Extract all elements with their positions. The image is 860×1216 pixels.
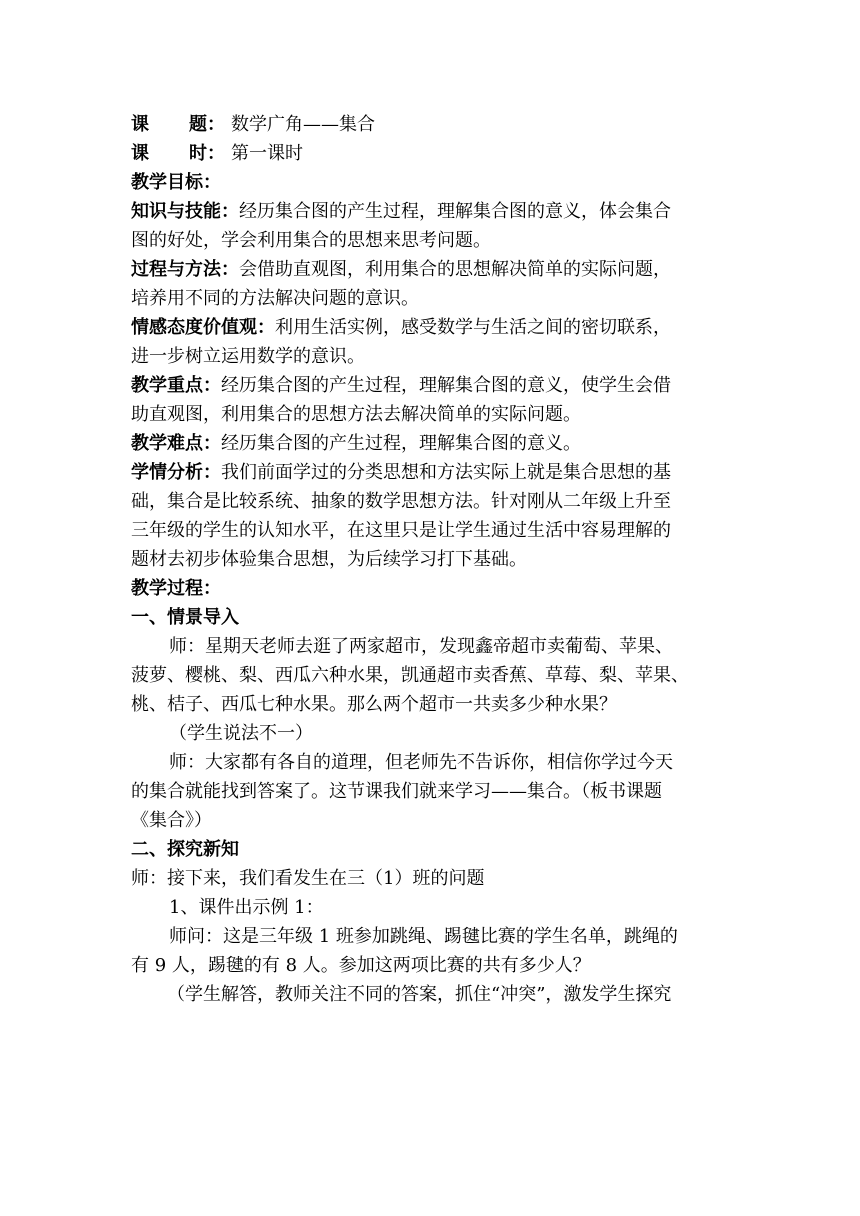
s2-paragraph3-line2: 有 9 人，踢毽的有 8 人。参加这两项比赛的共有多少人？	[131, 955, 591, 976]
topic-label-char1: 课	[131, 114, 149, 135]
analysis-line-4: 题材去初步体验集合思想，为后续学习打下基础。	[131, 549, 527, 570]
topic-value: 数学广角——集合	[231, 114, 375, 135]
process-heading: 教学过程：	[131, 578, 221, 599]
process-text-1: 会借助直观图，利用集合的思想解决简单的实际问题，	[239, 259, 671, 280]
analysis-text-1: 我们前面学过的分类思想和方法实际上就是集合思想的基	[221, 462, 671, 483]
knowledge-line-2: 图的好处，学会利用集合的思想来思考问题。	[131, 230, 491, 251]
knowledge-label: 知识与技能：	[131, 201, 239, 222]
objectives-heading: 教学目标：	[131, 172, 221, 193]
difficulty-text: 经历集合图的产生过程，理解集合图的意义。	[221, 433, 581, 454]
process-line-1	[131, 255, 731, 284]
analysis-line-2: 础，集合是比较系统、抽象的数学思想方法。针对刚从二年级上升至	[131, 491, 671, 512]
s1-paragraph3-line1: 师：大家都有各自的道理，但老师先不告诉你，相信你学过今天	[169, 752, 673, 773]
s1-paragraph1-line3: 桃、桔子、西瓜七种水果。那么两个超市一共卖多少种水果？	[131, 694, 617, 715]
period-label-char2: 时：	[189, 143, 225, 164]
period-value: 第一课时	[231, 143, 303, 164]
s1-paragraph2: （学生说法不一）	[169, 723, 313, 744]
s1-paragraph1-line1: 师：星期天老师去逛了两家超市，发现鑫帝超市卖葡萄、苹果、	[169, 636, 673, 657]
keypoint-label: 教学重点：	[131, 375, 221, 396]
s2-paragraph2: 1、课件出示例 1：	[169, 897, 324, 918]
topic-line	[131, 110, 731, 139]
keypoint-text-1: 经历集合图的产生过程，理解集合图的意义，使学生会借	[221, 375, 671, 396]
difficulty-line	[131, 429, 731, 458]
analysis-label: 学情分析：	[131, 462, 221, 483]
emotion-label: 情感态度价值观：	[131, 317, 275, 338]
s1-paragraph1-line2: 菠萝、樱桃、梨、西瓜六种水果，凯通超市卖香蕉、草莓、梨、苹果、	[131, 665, 689, 686]
lesson-plan-body	[131, 110, 731, 1009]
process-label: 过程与方法：	[131, 259, 239, 280]
topic-label-char2: 题：	[189, 114, 225, 135]
process-line-2: 培养用不同的方法解决问题的意识。	[131, 288, 419, 309]
topic-label	[131, 110, 231, 139]
s2-paragraph3-line1: 师问：这是三年级 1 班参加跳绳、踢毽比赛的学生名单，跳绳的	[169, 926, 678, 947]
emotion-line-2: 进一步树立运用数学的意识。	[131, 346, 365, 367]
analysis-line-1	[131, 458, 731, 487]
keypoint-line-1	[131, 371, 731, 400]
difficulty-label: 教学难点：	[131, 433, 221, 454]
s1-paragraph3-line3: 《集合》）	[131, 810, 212, 831]
section2-heading: 二、探究新知	[131, 839, 239, 860]
s2-paragraph1: 师：接下来，我们看发生在三（1）班的问题	[131, 868, 485, 889]
keypoint-line-2: 助直观图，利用集合的思想方法去解决简单的实际问题。	[131, 404, 581, 425]
emotion-line-1	[131, 313, 731, 342]
period-line	[131, 139, 731, 168]
s2-paragraph4-line1: （学生解答，教师关注不同的答案，抓住“冲突”，激发学生探究	[167, 984, 672, 1005]
period-label-char1: 课	[131, 143, 149, 164]
analysis-line-3: 三年级的学生的认知水平，在这里只是让学生通过生活中容易理解的	[131, 520, 671, 541]
emotion-text-1: 利用生活实例，感受数学与生活之间的密切联系，	[275, 317, 671, 338]
s1-paragraph3-line2: 的集合就能找到答案了。这节课我们就来学习——集合。（板书课题	[131, 781, 662, 802]
knowledge-text-1: 经历集合图的产生过程，理解集合图的意义，体会集合	[239, 201, 671, 222]
section1-heading: 一、情景导入	[131, 607, 239, 628]
knowledge-line-1	[131, 197, 731, 226]
period-label	[131, 139, 231, 168]
